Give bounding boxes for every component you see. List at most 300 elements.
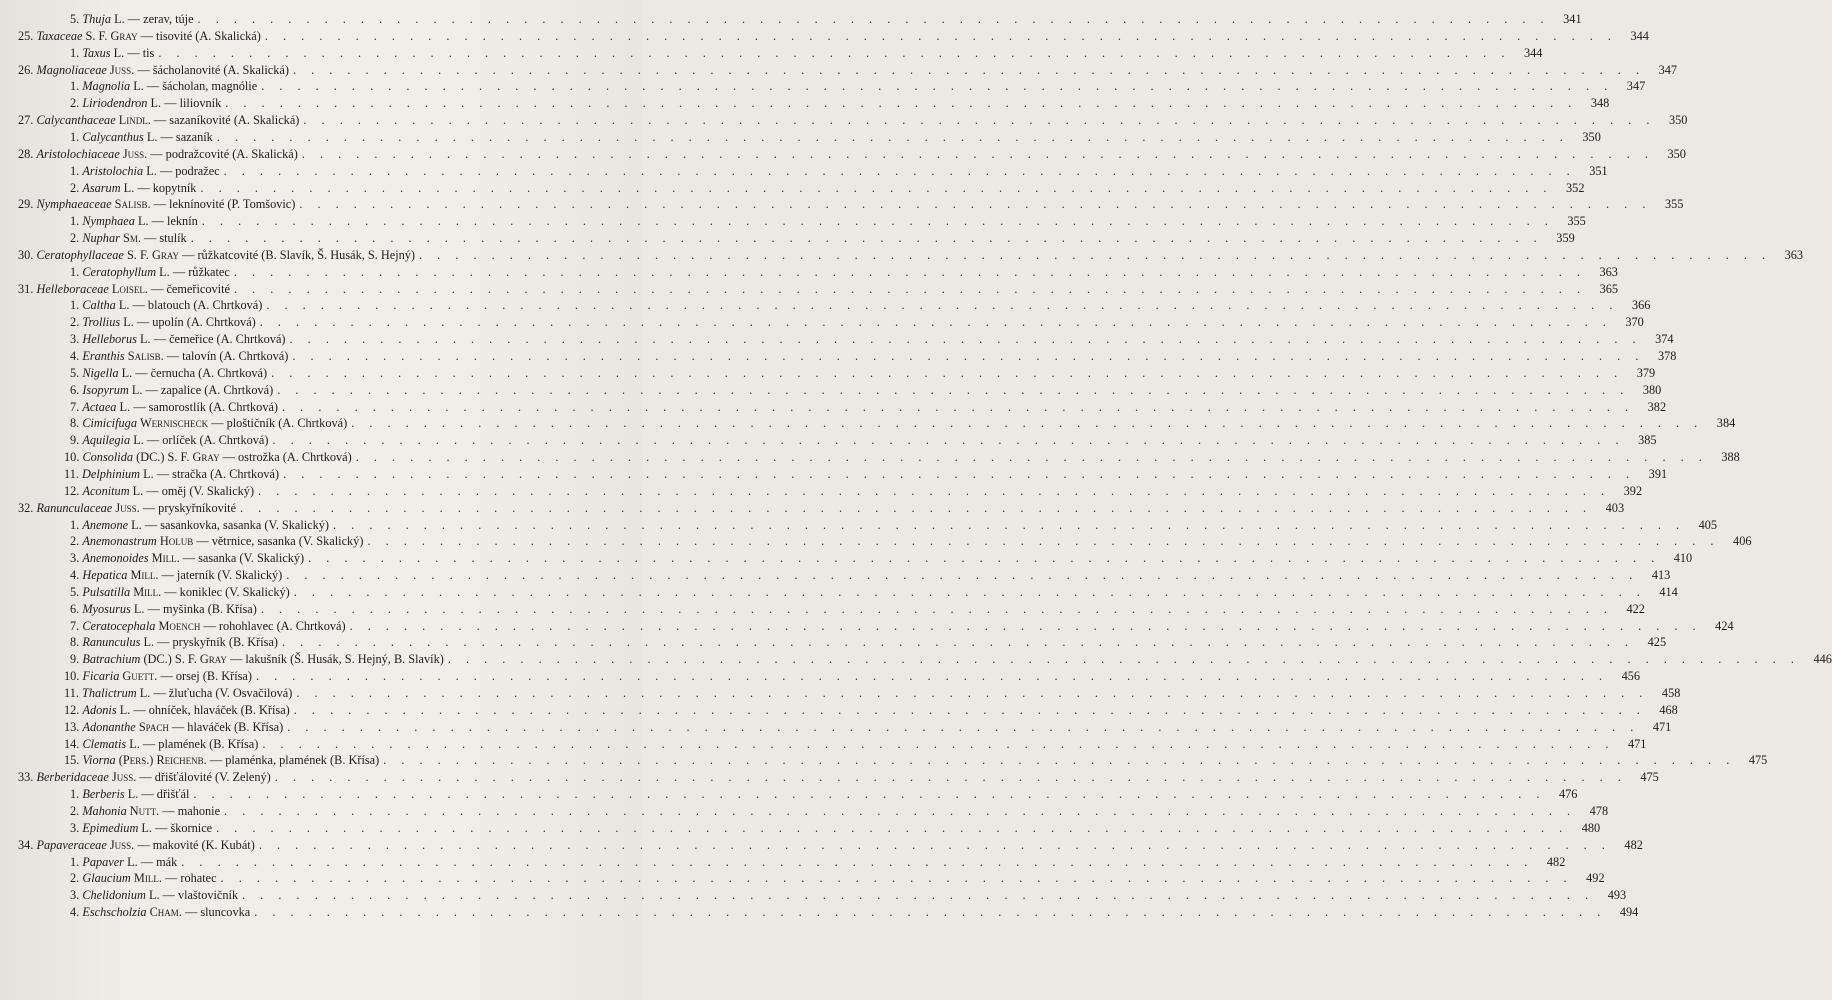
taxon-author: Juss.	[109, 62, 135, 77]
entry-number: 1.	[70, 264, 80, 279]
page-number: 366	[1631, 298, 1651, 313]
toc-genus-entry	[18, 297, 1651, 314]
taxon-author: L.	[146, 129, 158, 144]
entry-number: 3.	[70, 551, 80, 566]
taxon-name: Myosurus	[82, 601, 131, 616]
taxon-name: Eranthis	[82, 349, 125, 363]
dot-leader	[224, 803, 1576, 820]
page-number: 351	[1589, 163, 1608, 178]
toc-genus-entry	[18, 264, 1618, 281]
taxon-name: Chelidonium	[82, 888, 146, 903]
entry-description: — plamének (B. Křísa)	[139, 736, 259, 751]
page-number: 374	[1655, 332, 1674, 347]
entry-description: — orlíček (A. Chrtková)	[143, 433, 269, 448]
toc-genus-entry	[18, 752, 1768, 769]
entry-description: — lakušník (Š. Husák, S. Hejný, B. Slavík)	[226, 652, 444, 667]
taxon-name: Ceratophyllaceae	[36, 247, 124, 262]
taxon-name: Consolida	[82, 450, 134, 465]
taxon-author: Sm.	[122, 231, 141, 246]
entry-title	[70, 163, 220, 180]
entry-number: 1.	[70, 129, 80, 144]
entry-description: — šácholanovité (A. Skalická)	[134, 62, 289, 77]
toc-family-entry	[18, 62, 1678, 79]
taxon-name: Mahonia	[82, 803, 127, 818]
dot-leader	[198, 11, 1550, 28]
entry-description: — škornice	[152, 820, 213, 835]
taxon-name: Helleborus	[82, 332, 137, 347]
entry-number: 2.	[70, 96, 80, 111]
dot-leader	[262, 736, 1614, 753]
entry-description: — oměj (V. Skalický)	[143, 483, 255, 498]
entry-title	[70, 533, 363, 550]
entry-description: — rohatec	[161, 871, 217, 886]
dot-leader	[216, 820, 1568, 837]
taxon-name: Thalictrum	[82, 686, 137, 700]
taxon-author: Holub	[159, 534, 194, 549]
toc-genus-entry	[18, 904, 1639, 921]
entry-title	[70, 786, 189, 803]
entry-title	[64, 752, 379, 769]
page-number: 382	[1647, 399, 1667, 414]
taxon-name: Epimedium	[82, 820, 139, 835]
dot-leader	[292, 348, 1644, 365]
taxon-name: Pulsatilla	[82, 584, 131, 599]
taxon-name: Actaea	[82, 399, 117, 414]
taxon-name: Thuja	[82, 12, 112, 26]
toc-genus-entry	[18, 887, 1627, 904]
taxon-name: Helleboraceae	[36, 281, 109, 296]
entry-description: — černucha (A. Chrtková)	[132, 365, 268, 380]
entry-number: 6.	[70, 382, 80, 397]
dot-leader	[351, 415, 1703, 432]
taxon-name: Taxaceae	[36, 28, 83, 43]
entry-description: — dřišťálovité (V. Zelený)	[136, 770, 271, 785]
toc-genus-entry	[18, 382, 1662, 399]
entry-title	[70, 297, 262, 314]
page-number: 422	[1626, 601, 1645, 616]
toc-genus-entry	[18, 129, 1601, 146]
page-number: 471	[1652, 719, 1672, 734]
entry-description: — ploštičník (A. Chrtková)	[208, 416, 348, 431]
entry-title	[64, 668, 252, 685]
page-number: 347	[1658, 62, 1678, 77]
page-number: 344	[1523, 45, 1543, 60]
entry-description: — plaménka, plamének (B. Křísa)	[206, 753, 380, 768]
entry-description: — ostrožka (A. Chrtková)	[219, 450, 352, 465]
toc-genus-entry	[18, 685, 1681, 702]
entry-title	[70, 45, 154, 62]
taxon-author: Juss.	[122, 146, 148, 161]
dot-leader	[260, 314, 1612, 331]
toc-family-entry	[18, 146, 1686, 163]
taxon-author: Mill.	[133, 584, 162, 599]
entry-number: 3.	[70, 332, 80, 347]
toc-genus-entry	[18, 854, 1566, 871]
entry-description: — dřišťál	[138, 787, 190, 802]
page-number: 458	[1661, 686, 1681, 700]
taxon-name: Aquilegia	[82, 433, 131, 448]
entry-title	[18, 500, 236, 517]
entry-number: 11.	[64, 466, 79, 481]
taxon-name: Taxus	[82, 45, 111, 60]
taxon-author: L.	[133, 79, 144, 94]
entry-title	[70, 584, 290, 601]
entry-title	[70, 399, 278, 416]
page-number: 392	[1623, 483, 1643, 498]
entry-title	[18, 112, 299, 129]
taxon-author: L.	[146, 163, 157, 178]
toc-family-entry	[18, 837, 1643, 854]
entry-number: 1.	[70, 787, 80, 802]
entry-description: — mák	[137, 854, 178, 869]
dot-leader	[234, 281, 1586, 298]
entry-number: 13.	[64, 719, 80, 734]
taxon-name: Isopyrum	[82, 382, 129, 397]
taxon-author: Guett.	[122, 669, 158, 684]
entry-title	[18, 247, 415, 264]
taxon-author: Cham.	[149, 905, 182, 920]
toc-genus-entry	[18, 348, 1677, 365]
taxon-name: Magnolia	[82, 79, 131, 94]
page-number: 355	[1664, 197, 1684, 212]
entry-number: 1.	[70, 214, 80, 229]
entry-number: 2.	[70, 180, 80, 195]
dot-leader	[266, 297, 1618, 314]
entry-title	[70, 129, 213, 146]
entry-title	[70, 264, 230, 281]
taxon-author: L.	[114, 12, 125, 26]
entry-number: 27.	[18, 113, 34, 128]
taxon-author: L.	[127, 787, 139, 802]
taxon-author: Moench	[158, 618, 201, 633]
dot-leader	[282, 399, 1634, 416]
entry-title	[70, 95, 221, 112]
taxon-author: Mill.	[130, 568, 159, 583]
dot-leader	[259, 837, 1611, 854]
entry-number: 1.	[70, 854, 80, 869]
dot-leader	[242, 887, 1594, 904]
entry-number: 7.	[70, 618, 80, 633]
toc-genus-entry	[18, 567, 1671, 584]
page-number: 350	[1669, 113, 1688, 128]
dot-leader	[383, 752, 1735, 769]
entry-number: 1.	[70, 45, 80, 60]
entry-title	[70, 567, 282, 584]
page-number: 350	[1582, 129, 1601, 144]
dot-leader	[287, 719, 1639, 736]
toc-genus-entry	[18, 517, 1718, 534]
page-number: 425	[1647, 635, 1667, 650]
page-number: 468	[1659, 702, 1678, 717]
entry-description: — šácholan, magnólie	[143, 79, 258, 94]
entry-number: 2.	[70, 231, 80, 246]
dot-leader	[303, 112, 1655, 129]
dot-leader	[234, 264, 1586, 281]
entry-number: 11.	[64, 686, 79, 700]
entry-title	[70, 432, 268, 449]
dot-leader	[419, 247, 1771, 264]
page-number: 341	[1563, 12, 1582, 26]
dot-leader	[217, 129, 1569, 146]
taxon-author: L.	[131, 382, 143, 397]
taxon-author: L.	[127, 854, 138, 869]
taxon-name: Aristolochia	[82, 163, 144, 178]
entry-description: — sazaníkovité (A. Skalická)	[150, 113, 300, 128]
page-number: 405	[1698, 517, 1718, 532]
entry-description: — upolín (A. Chrtková)	[133, 315, 256, 330]
taxon-author: (DC.) S. F. Gray	[136, 450, 220, 465]
entry-title	[64, 736, 258, 753]
dot-leader	[350, 618, 1702, 635]
toc-genus-entry	[18, 786, 1578, 803]
entry-description: — ohníček, hlaváček (B. Křísa)	[130, 702, 290, 717]
page-number: 344	[1630, 28, 1649, 43]
taxon-author: L.	[133, 433, 144, 448]
entry-number: 10.	[64, 450, 80, 465]
entry-description: — zapalice (A. Chrtková)	[142, 382, 274, 397]
toc-genus-entry	[18, 180, 1585, 197]
entry-number: 10.	[64, 669, 80, 684]
dot-leader	[181, 854, 1533, 871]
taxon-name: Eschscholzia	[82, 905, 147, 920]
taxon-author: L.	[119, 702, 131, 717]
entry-number: 15.	[64, 753, 80, 768]
page-number: 476	[1558, 787, 1578, 802]
toc-genus-entry	[18, 736, 1647, 753]
taxon-author: L.	[150, 96, 162, 111]
taxon-author: Juss.	[111, 770, 137, 785]
entry-description: — blatouch (A. Chrtková)	[129, 298, 263, 313]
entry-description: — stulík	[140, 231, 187, 246]
toc-genus-entry	[18, 466, 1668, 483]
taxon-name: Ceratocephala	[82, 618, 156, 633]
taxon-author: Loisel.	[111, 281, 149, 296]
page-number: 494	[1619, 905, 1639, 920]
entry-number: 2.	[70, 803, 80, 818]
entry-title	[70, 803, 220, 820]
taxon-author: (Pers.) Reichenb.	[118, 753, 207, 768]
taxon-name: Anemonastrum	[82, 534, 157, 549]
toc-genus-entry	[18, 314, 1644, 331]
entry-number: 3.	[70, 888, 80, 903]
entry-description: — samorostlík (A. Chrtková)	[130, 399, 279, 414]
entry-description: — tisovité (A. Skalická)	[137, 28, 261, 43]
taxon-author: L.	[129, 736, 140, 751]
entry-number: 5.	[70, 365, 80, 380]
entry-number: 3.	[70, 820, 80, 835]
entry-number: 1.	[70, 298, 80, 313]
dot-leader	[200, 180, 1552, 197]
dot-leader	[224, 163, 1576, 180]
entry-title	[70, 382, 273, 399]
dot-leader	[293, 62, 1645, 79]
toc-genus-entry	[18, 668, 1641, 685]
taxon-name: Hepatica	[82, 568, 128, 583]
toc-family-entry	[18, 28, 1649, 45]
taxon-author: L.	[118, 298, 130, 313]
entry-description: — podražcovité (A. Skalická)	[147, 146, 298, 161]
page-number: 378	[1657, 349, 1677, 363]
taxon-author: L.	[143, 635, 155, 650]
taxon-name: Clematis	[82, 736, 127, 751]
entry-description: — orsej (B. Křísa)	[157, 669, 252, 684]
dot-leader	[261, 78, 1613, 95]
entry-number: 9.	[70, 652, 80, 667]
entry-description: — sasanka (V. Skalický)	[179, 551, 305, 566]
taxon-author: Salisb.	[127, 349, 164, 363]
toc-family-entry	[18, 769, 1659, 786]
entry-number: 25.	[18, 28, 34, 43]
taxon-name: Caltha	[82, 298, 116, 313]
entry-number: 29.	[18, 197, 34, 212]
entry-description: — stračka (A. Chrtková)	[153, 466, 280, 481]
entry-title	[64, 483, 254, 500]
entry-description: — čemeřice (A. Chrtková)	[150, 332, 286, 347]
entry-title	[18, 146, 298, 163]
entry-description: — růžkatcovité (B. Slavík, Š. Husák, S. Hejný)	[179, 247, 416, 262]
entry-title	[70, 78, 257, 95]
page-number: 380	[1642, 382, 1662, 397]
toc-genus-entry	[18, 533, 1752, 550]
entry-title	[70, 854, 177, 871]
entry-number: 1.	[70, 163, 80, 178]
dot-leader	[296, 685, 1648, 702]
entry-description: — myšinka (B. Křísa)	[144, 601, 257, 616]
page-number: 424	[1715, 618, 1734, 633]
toc-genus-entry	[18, 820, 1601, 837]
page-number: 413	[1651, 568, 1671, 583]
taxon-author: Wernischeck	[140, 416, 209, 431]
dot-leader	[191, 230, 1543, 247]
entry-title	[18, 281, 230, 298]
taxon-name: Papaver	[82, 854, 124, 869]
entry-title	[64, 685, 292, 702]
dot-leader	[282, 634, 1634, 651]
entry-description: — koniklec (V. Skalický)	[161, 584, 290, 599]
entry-number: 5.	[70, 584, 80, 599]
toc-genus-entry	[18, 213, 1586, 230]
dot-leader	[221, 870, 1573, 887]
toc-genus-entry	[18, 550, 1693, 567]
entry-description: — liliovník	[161, 96, 222, 111]
taxon-name: Nymphaea	[82, 214, 135, 229]
page-number: 475	[1640, 770, 1659, 785]
taxon-name: Batrachium	[82, 652, 141, 667]
page-number: 410	[1673, 551, 1693, 566]
page-number: 471	[1627, 736, 1647, 751]
taxon-name: Aristolochiaceae	[36, 146, 120, 161]
entry-title	[70, 517, 329, 534]
page-number: 492	[1586, 871, 1605, 886]
taxon-name: Ficaria	[82, 669, 120, 684]
taxon-author: L.	[140, 332, 151, 347]
page-number: 359	[1556, 231, 1575, 246]
taxon-name: Liriodendron	[82, 96, 148, 111]
dot-leader	[225, 95, 1577, 112]
taxon-author: L.	[123, 315, 134, 330]
page-number: 384	[1716, 416, 1736, 431]
taxon-author: Nutt.	[129, 803, 160, 818]
dot-leader	[275, 769, 1627, 786]
page-number: 365	[1599, 281, 1619, 296]
taxon-name: Calycanthus	[82, 129, 144, 144]
entry-title	[70, 820, 212, 837]
taxon-author: L.	[131, 517, 142, 532]
page-number: 493	[1607, 888, 1627, 903]
entry-title	[70, 887, 238, 904]
entry-number: 2.	[70, 315, 80, 330]
taxon-name: Cimicifuga	[82, 416, 137, 431]
taxon-author: L.	[143, 466, 154, 481]
page-number: 370	[1625, 315, 1644, 330]
entry-number: 30.	[18, 247, 34, 262]
entry-title	[64, 702, 290, 719]
taxon-name: Viorna	[82, 753, 116, 768]
dot-leader	[272, 432, 1624, 449]
entry-description: — makovité (K. Kubát)	[134, 837, 255, 852]
entry-title	[70, 365, 267, 382]
taxon-name: Anemone	[82, 517, 129, 532]
entry-description: — leknín	[148, 214, 198, 229]
entry-title	[64, 719, 283, 736]
dot-leader	[294, 584, 1646, 601]
taxon-name: Nigella	[82, 365, 119, 380]
taxon-author: L.	[139, 686, 151, 700]
page-number: 414	[1659, 584, 1678, 599]
page-number: 348	[1590, 96, 1610, 111]
taxon-name: Glaucium	[82, 871, 131, 886]
dot-leader	[277, 382, 1629, 399]
dot-leader	[265, 28, 1617, 45]
taxon-author: Salisb.	[114, 197, 151, 212]
taxon-author: L.	[121, 365, 133, 380]
dot-leader	[290, 331, 1642, 348]
toc-family-entry	[18, 281, 1619, 298]
toc-genus-entry	[18, 432, 1657, 449]
entry-description: — sluncovka	[181, 905, 251, 920]
entry-number: 32.	[18, 500, 34, 515]
taxon-name: Ranunculaceae	[36, 500, 113, 515]
toc-family-entry	[18, 500, 1625, 517]
entry-title	[70, 213, 198, 230]
dot-leader	[299, 196, 1651, 213]
taxon-name: Ceratophyllum	[82, 264, 157, 279]
page-number: 388	[1721, 450, 1740, 465]
dot-leader	[333, 517, 1685, 534]
entry-description: — jaterník (V. Skalický)	[158, 568, 283, 583]
dot-leader	[367, 533, 1719, 550]
toc-genus-entry	[18, 483, 1643, 500]
taxon-name: Nuphar	[82, 231, 120, 246]
entry-title	[18, 837, 255, 854]
entry-number: 4.	[70, 568, 80, 583]
page-number: 355	[1567, 214, 1586, 229]
entry-number: 26.	[18, 62, 34, 77]
taxon-author: L.	[159, 264, 170, 279]
entry-description: — talovín (A. Chrtková)	[163, 349, 289, 363]
page-number: 379	[1636, 365, 1656, 380]
toc-genus-entry	[18, 11, 1582, 28]
dot-leader	[193, 786, 1545, 803]
dot-leader	[283, 466, 1635, 483]
dot-leader	[254, 904, 1606, 921]
dot-leader	[271, 365, 1623, 382]
dot-leader	[240, 500, 1592, 517]
toc-genus-entry	[18, 78, 1646, 95]
toc-genus-entry	[18, 702, 1678, 719]
page-number: 456	[1621, 669, 1641, 684]
toc-genus-entry	[18, 331, 1674, 348]
